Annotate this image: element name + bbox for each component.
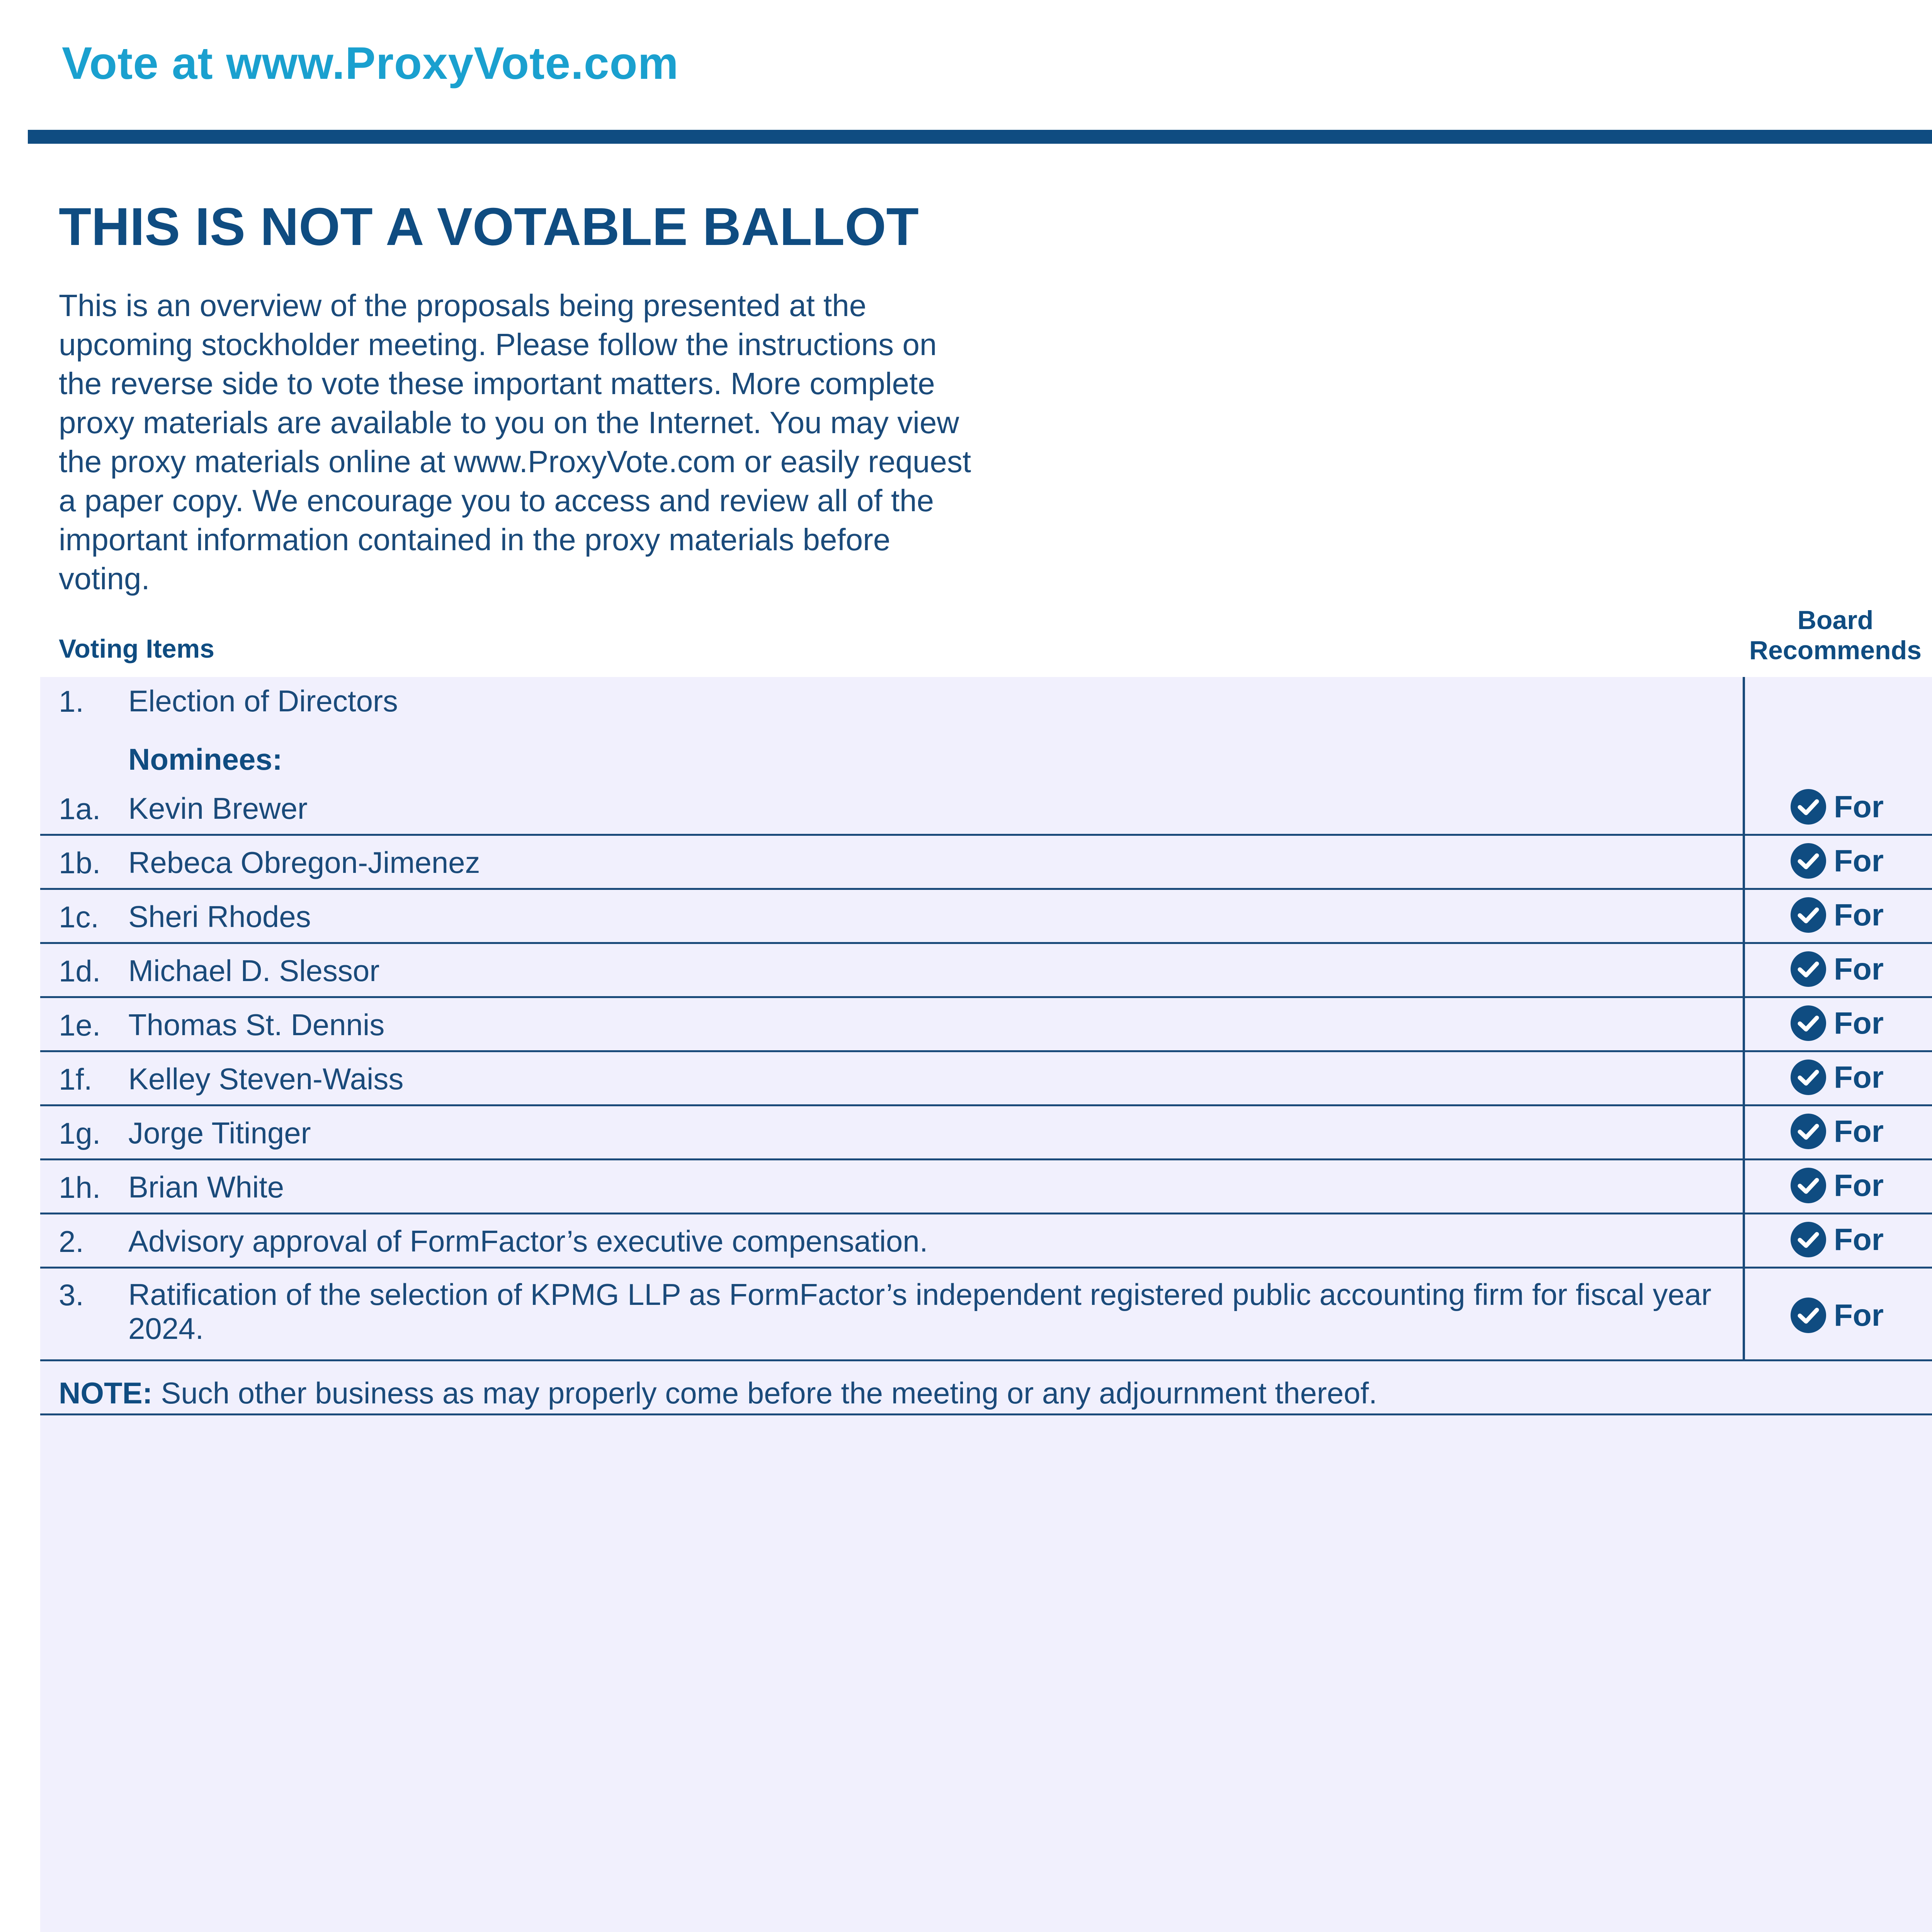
- check-circle-icon: [1791, 1298, 1826, 1333]
- item-description: Thomas St. Dennis: [128, 1008, 385, 1042]
- item-number: 1h.: [59, 1170, 101, 1204]
- note-row: [59, 1376, 1377, 1411]
- board-recommendation: [1791, 1060, 1884, 1095]
- item-number: 1d.: [59, 954, 101, 988]
- recommendation-label: For: [1834, 1222, 1884, 1257]
- item-description: Michael D. Slessor: [128, 954, 380, 988]
- board-recommendation: [1791, 1298, 1884, 1333]
- recommendation-label: For: [1834, 952, 1884, 986]
- recommendation-label: For: [1834, 1006, 1884, 1040]
- voting-items-header: Voting Items: [59, 634, 214, 663]
- item-number: 1f.: [59, 1062, 92, 1096]
- item-1-row: [40, 684, 1932, 730]
- check-circle-icon: [1791, 897, 1826, 933]
- row-divider: [40, 1413, 1932, 1415]
- check-circle-icon: [1791, 1005, 1826, 1041]
- item-number: 3.: [59, 1278, 84, 1312]
- row-divider: [40, 1267, 1932, 1269]
- check-circle-icon: [1791, 789, 1826, 825]
- note-text: Such other business as may properly come before the meeting or any adjournment thereof.: [152, 1376, 1378, 1410]
- check-circle-icon: [1791, 1222, 1826, 1257]
- item-number: 1c.: [59, 900, 99, 934]
- item-number: 1b.: [59, 846, 101, 880]
- intro-paragraph: This is an overview of the proposals being presented at the upcoming stockholder meeting. Please follow the instructions on the reverse side to vote these important matters. More complete proxy materials are available to you on the Internet. You may view the proxy materials online at www.ProxyVote.com or easily request a paper copy. We encourage you to access and review all of the important information contained in the proxy materials before voting.: [59, 288, 971, 596]
- check-circle-icon: [1791, 951, 1826, 987]
- recommendation-label: For: [1834, 789, 1884, 824]
- board-header-line1: Board: [1797, 605, 1874, 635]
- note-label: NOTE:: [59, 1376, 153, 1410]
- board-recommendation: [1791, 1222, 1884, 1257]
- row-divider: [40, 1213, 1932, 1214]
- item-description: Election of Directors: [128, 684, 398, 718]
- header-divider: [28, 130, 1932, 144]
- recommendation-label: For: [1834, 844, 1884, 878]
- row-divider: [40, 1050, 1932, 1052]
- item-description: Jorge Titinger: [128, 1116, 311, 1150]
- item-description: Kevin Brewer: [128, 791, 308, 825]
- board-recommendation: [1791, 897, 1884, 933]
- board-recommendation: [1791, 1114, 1884, 1149]
- nominees-label: Nominees:: [128, 742, 282, 776]
- check-circle-icon: [1791, 1168, 1826, 1203]
- item-description: Ratification of the selection of KPMG LLP as FormFactor’s independent registered public accounting firm for fiscal year 2024.: [128, 1277, 1712, 1345]
- row-divider: [40, 888, 1932, 890]
- board-recommendation: [1791, 951, 1884, 987]
- item-description: Sheri Rhodes: [128, 900, 311, 934]
- page-title: THIS IS NOT A VOTABLE BALLOT: [59, 197, 919, 257]
- recommendation-label: For: [1834, 1298, 1884, 1332]
- recommendation-label: For: [1834, 1168, 1884, 1202]
- item-number: 2.: [59, 1225, 84, 1259]
- item-description: Rebeca Obregon-Jimenez: [128, 845, 480, 879]
- row-divider: [40, 1359, 1932, 1361]
- row-divider: [40, 834, 1932, 836]
- row-divider: [40, 1104, 1932, 1106]
- recommendation-label: For: [1834, 1060, 1884, 1094]
- item-number: 1a.: [59, 792, 101, 826]
- board-recommendation: [1791, 789, 1884, 825]
- recommendation-label: For: [1834, 1114, 1884, 1148]
- board-recommendation: [1791, 1005, 1884, 1041]
- item-number: 1e.: [59, 1008, 101, 1042]
- row-divider: [40, 996, 1932, 998]
- recommendation-label: For: [1834, 898, 1884, 932]
- check-circle-icon: [1791, 1060, 1826, 1095]
- item-number: 1.: [59, 684, 84, 718]
- board-recommendation: [1791, 1168, 1884, 1203]
- item-description: Advisory approval of FormFactor’s executive compensation.: [128, 1224, 928, 1258]
- board-recommends-header: [1739, 605, 1932, 665]
- row-divider: [40, 1158, 1932, 1160]
- item-description: Brian White: [128, 1170, 284, 1204]
- item-description: Kelley Steven-Waiss: [128, 1062, 404, 1096]
- check-circle-icon: [1791, 843, 1826, 879]
- item-number: 1g.: [59, 1116, 101, 1150]
- row-divider: [40, 942, 1932, 944]
- proxyvote-header-link[interactable]: Vote at www.ProxyVote.com: [62, 38, 679, 89]
- board-recommendation: [1791, 843, 1884, 879]
- check-circle-icon: [1791, 1114, 1826, 1149]
- board-header-line2: Recommends: [1749, 636, 1922, 665]
